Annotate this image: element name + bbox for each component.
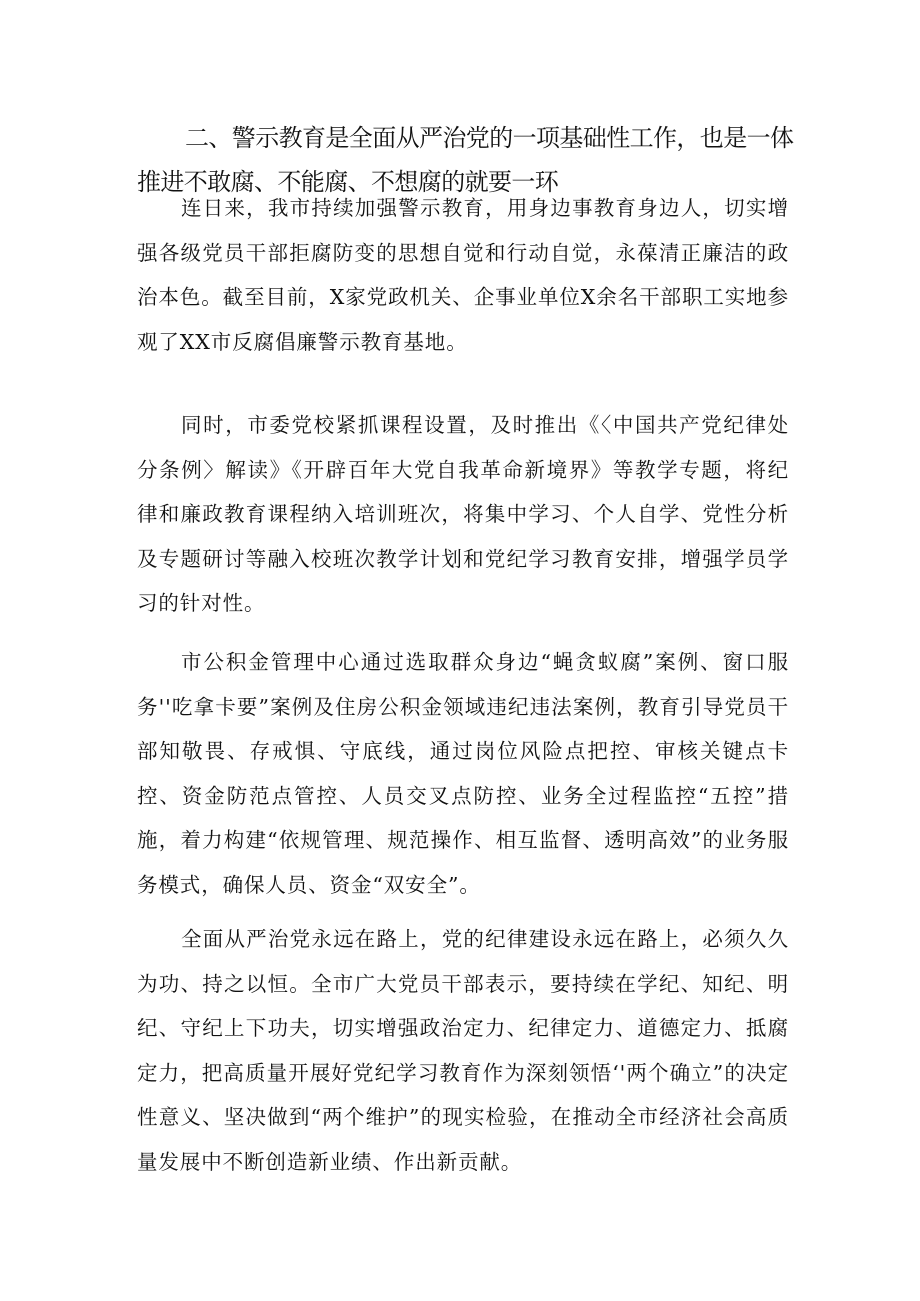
paragraph-housing-fund: 市公积金管理中心通过选取群众身边“蝇贪蚁腐”案例、窗口服务''吃拿卡要”案例及住房公积金领域违纪违法案例，教育引导党员干部知敬畏、存戒惧、守底线，通过岗位风险点把控、审核关键点卡控、资金防范点管控、人员交叉点防控、业务全过程监控“五控”措施，着力构建“依规管理、规范操作、相互监督、透明高效”的业务服务模式，确保人员、资金“双安全”。 bbox=[137, 650, 789, 897]
paragraph-conclusion: 全面从严治党永远在路上，党的纪律建设永远在路上，必须久久为功、持之以恒。全市广大党员干部表示，要持续在学纪、知纪、明纪、守纪上下功夫，切实增强政治定力、纪律定力、道德定力、抵腐定力，把高质量开展好党纪学习教育作为深刻领悟‘'两个确立”的决定性意义、坚决做到“两个维护”的现实检验，在推动全市经济社会高质量发展中不断创造新业绩、作出新贡献。 bbox=[137, 927, 789, 1174]
paragraph-warning-education: 连日来，我市持续加强警示教育，用身边事教育身边人，切实增强各级党员干部拒腐防变的思想自觉和行动自觉，永葆清正廉洁的政治本色。截至目前，X家党政机关、企事业单位X余名干部职工实地参观了XX市反腐倡廉警示教育基地。 bbox=[137, 196, 789, 354]
paragraph-party-school: 同时，市委党校紧抓课程设置，及时推出《〈中国共产党纪律处分条例〉解读》《开辟百年大党自我革命新境界》等教学专题，将纪律和廉政教育课程纳入培训班次，将集中学习、个人自学、党性分析及专题研讨等融入校班次教学计划和党纪学习教育安排，增强学员学习的针对性。 bbox=[137, 413, 789, 615]
section-heading: 二、警示教育是全面从严治党的一项基础性工作，也是一体推进不敢腐、不能腐、不想腐的就要一环 bbox=[137, 124, 794, 196]
